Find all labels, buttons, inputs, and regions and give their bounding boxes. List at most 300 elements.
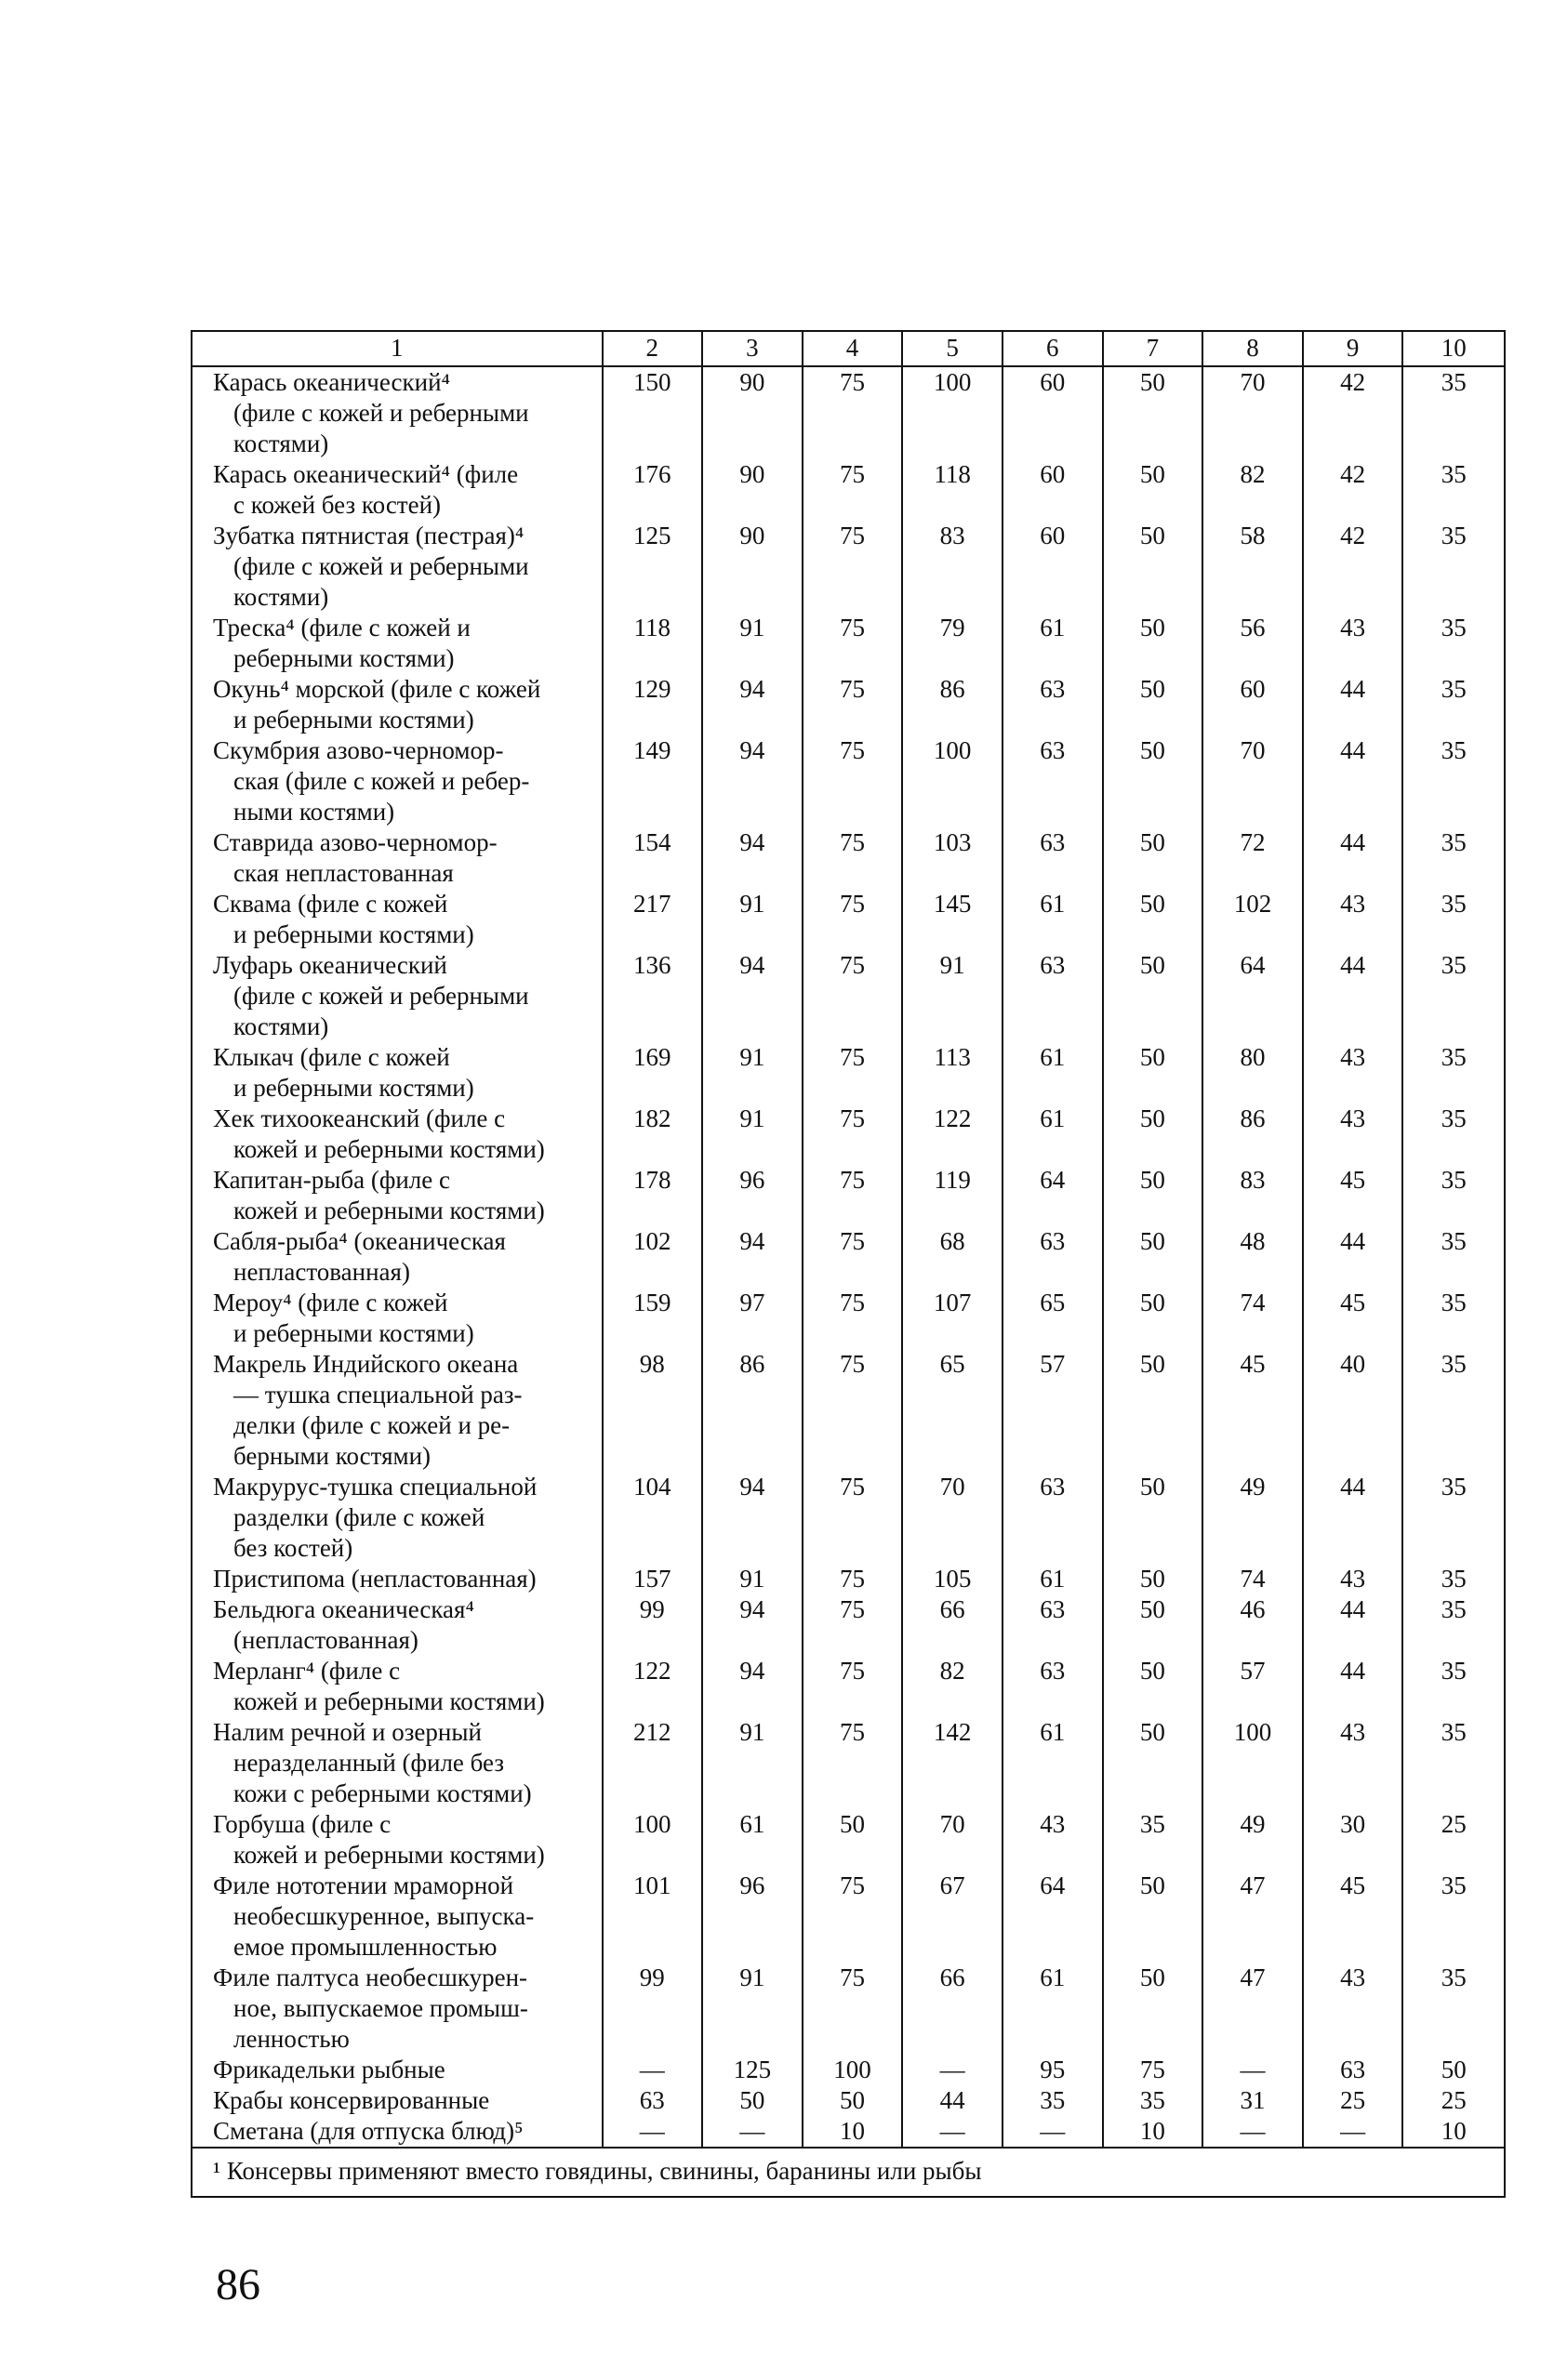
value-cell: 10 — [1402, 2116, 1505, 2148]
value-cell: 35 — [1402, 1963, 1505, 2055]
column-header: 1 — [192, 331, 603, 366]
product-name-cell — [192, 521, 603, 613]
product-name-line: непластованная) — [233, 1258, 410, 1286]
value-cell: 35 — [1402, 674, 1505, 735]
value-cell: 50 — [1103, 1104, 1203, 1165]
product-name-cell — [192, 1564, 603, 1594]
value-cell: 60 — [1003, 366, 1103, 459]
value-cell: 75 — [803, 613, 903, 674]
product-name-line: Фрикадельки рыбные — [213, 2056, 445, 2083]
table-row — [192, 2055, 1505, 2085]
table-footer — [192, 2148, 1505, 2197]
value-cell: 91 — [702, 1042, 803, 1104]
value-cell: 35 — [1402, 366, 1505, 459]
product-name-line: Карась океанический⁴ (филе — [213, 460, 519, 488]
value-cell: 75 — [803, 1656, 903, 1717]
product-name-line: Луфарь океанический — [213, 951, 447, 979]
value-cell: 66 — [902, 1963, 1003, 2055]
table-row — [192, 459, 1505, 521]
product-name-cell — [192, 950, 603, 1042]
value-cell: 47 — [1202, 1871, 1303, 1963]
value-cell: 72 — [1202, 827, 1303, 889]
product-name-line: Горбуша (филе с — [213, 1810, 392, 1838]
table-row — [192, 1809, 1505, 1871]
value-cell: 75 — [803, 366, 903, 459]
table-row — [192, 1165, 1505, 1226]
product-name-cell — [192, 889, 603, 950]
value-cell: 91 — [702, 613, 803, 674]
value-cell: 75 — [803, 1288, 903, 1349]
value-cell: 61 — [702, 1809, 803, 1871]
value-cell: 48 — [1202, 1226, 1303, 1288]
table-body — [192, 366, 1505, 2148]
product-name-line: неразделанный (филе без — [233, 1749, 505, 1777]
value-cell: 50 — [1103, 1656, 1203, 1717]
value-cell: 66 — [902, 1594, 1003, 1656]
value-cell: 50 — [1103, 521, 1203, 613]
value-cell: 44 — [1303, 1226, 1403, 1288]
table-row — [192, 2085, 1505, 2116]
value-cell: 91 — [702, 1717, 803, 1809]
product-name-line: Филе палтуса необесшкурен- — [213, 1964, 528, 1991]
value-cell: 44 — [1303, 735, 1403, 827]
value-cell: 96 — [702, 1165, 803, 1226]
value-cell: — — [1202, 2055, 1303, 2085]
value-cell: 43 — [1003, 1809, 1103, 1871]
column-header: 4 — [803, 331, 903, 366]
value-cell: 75 — [803, 1472, 903, 1564]
value-cell: 60 — [1202, 674, 1303, 735]
value-cell: 50 — [1103, 366, 1203, 459]
value-cell: 50 — [1103, 1349, 1203, 1472]
value-cell: 40 — [1303, 1349, 1403, 1472]
value-cell: 94 — [702, 950, 803, 1042]
product-name-line: костями) — [233, 430, 329, 457]
value-cell: 63 — [1303, 2055, 1403, 2085]
value-cell: 50 — [803, 1809, 903, 1871]
value-cell: 63 — [1003, 827, 1103, 889]
value-cell: 50 — [1103, 1594, 1203, 1656]
product-name-line: Макрель Индийского океана — [213, 1350, 519, 1378]
value-cell: 61 — [1003, 1717, 1103, 1809]
product-name-line: костями) — [233, 583, 329, 611]
product-name-cell — [192, 735, 603, 827]
value-cell: 75 — [803, 1226, 903, 1288]
value-cell: 50 — [1103, 950, 1203, 1042]
column-header: 7 — [1103, 331, 1203, 366]
product-name-line: — тушка специальной раз- — [233, 1381, 523, 1408]
value-cell: 42 — [1303, 366, 1403, 459]
value-cell: 61 — [1003, 889, 1103, 950]
value-cell: 35 — [1402, 950, 1505, 1042]
value-cell: 42 — [1303, 521, 1403, 613]
product-name-line: Макрурус-тушка специальной — [213, 1473, 538, 1501]
product-name-line: (филе с кожей и реберными — [233, 552, 529, 580]
product-name-line: Сабля-рыба⁴ (океаническая — [213, 1227, 506, 1255]
value-cell: 63 — [603, 2085, 703, 2116]
value-cell: 50 — [1103, 1288, 1203, 1349]
product-name-line: и реберными костями) — [233, 1319, 474, 1347]
table-row — [192, 950, 1505, 1042]
column-header: 10 — [1402, 331, 1505, 366]
product-name-line: Сквама (филе с кожей — [213, 890, 448, 918]
table-row — [192, 1288, 1505, 1349]
value-cell: 44 — [1303, 674, 1403, 735]
value-cell: 67 — [902, 1871, 1003, 1963]
product-name-line: кожей и реберными костями) — [233, 1687, 545, 1715]
product-name-line: с кожей без костей) — [233, 491, 442, 519]
value-cell: 63 — [1003, 735, 1103, 827]
value-cell: 50 — [1103, 674, 1203, 735]
column-header: 2 — [603, 331, 703, 366]
value-cell: 61 — [1003, 1564, 1103, 1594]
value-cell: 35 — [1402, 827, 1505, 889]
value-cell: 83 — [902, 521, 1003, 613]
product-name-cell — [192, 674, 603, 735]
value-cell: 49 — [1202, 1809, 1303, 1871]
value-cell: 43 — [1303, 1042, 1403, 1104]
value-cell: 75 — [803, 1165, 903, 1226]
column-header: 8 — [1202, 331, 1303, 366]
table-row — [192, 2116, 1505, 2148]
product-name-line: Налим речной и озерный — [213, 1718, 482, 1746]
value-cell: 107 — [902, 1288, 1003, 1349]
value-cell: 35 — [1402, 1871, 1505, 1963]
value-cell: 60 — [1003, 521, 1103, 613]
value-cell: 75 — [803, 1104, 903, 1165]
value-cell: 45 — [1303, 1165, 1403, 1226]
product-name-cell — [192, 1472, 603, 1564]
table-header — [192, 331, 1505, 366]
product-name-line: разделки (филе с кожей — [233, 1503, 485, 1531]
product-name-cell — [192, 1165, 603, 1226]
value-cell: 43 — [1303, 613, 1403, 674]
table-row — [192, 1963, 1505, 2055]
value-cell: 94 — [702, 1594, 803, 1656]
product-name-cell — [192, 613, 603, 674]
value-cell: 70 — [1202, 366, 1303, 459]
product-name-line: Зубатка пятнистая (пестрая)⁴ — [213, 522, 525, 549]
value-cell: 64 — [1202, 950, 1303, 1042]
value-cell: — — [603, 2055, 703, 2085]
value-cell: 80 — [1202, 1042, 1303, 1104]
value-cell: 10 — [803, 2116, 903, 2148]
value-cell: — — [1003, 2116, 1103, 2148]
product-name-line: Клыкач (филе с кожей — [213, 1043, 450, 1071]
product-name-line: Мерланг⁴ (филе с — [213, 1657, 401, 1685]
table-row — [192, 674, 1505, 735]
value-cell: 63 — [1003, 1472, 1103, 1564]
column-header: 3 — [702, 331, 803, 366]
value-cell: 99 — [603, 1963, 703, 2055]
value-cell: 75 — [803, 1594, 903, 1656]
value-cell: 50 — [1103, 1871, 1203, 1963]
value-cell: 35 — [1402, 889, 1505, 950]
value-cell: 50 — [1103, 889, 1203, 950]
value-cell: 50 — [1103, 613, 1203, 674]
value-cell: — — [902, 2055, 1003, 2085]
value-cell: 91 — [702, 1963, 803, 2055]
value-cell: 65 — [1003, 1288, 1103, 1349]
value-cell: 100 — [1202, 1717, 1303, 1809]
product-name-cell — [192, 2085, 603, 2116]
page-number: 86 — [216, 2260, 260, 2309]
value-cell: 103 — [902, 827, 1003, 889]
value-cell: 136 — [603, 950, 703, 1042]
product-name-cell — [192, 1809, 603, 1871]
value-cell: 154 — [603, 827, 703, 889]
value-cell: 50 — [1103, 1042, 1203, 1104]
value-cell: 75 — [803, 735, 903, 827]
value-cell: 45 — [1303, 1288, 1403, 1349]
value-cell: 75 — [803, 950, 903, 1042]
value-cell: 105 — [902, 1564, 1003, 1594]
value-cell: 75 — [803, 1871, 903, 1963]
value-cell: 25 — [1402, 1809, 1505, 1871]
value-cell: 97 — [702, 1288, 803, 1349]
product-name-cell — [192, 1871, 603, 1963]
value-cell: 118 — [603, 613, 703, 674]
value-cell: 91 — [702, 1564, 803, 1594]
value-cell: 74 — [1202, 1288, 1303, 1349]
product-name-line: ская (филе с кожей и ребер- — [233, 767, 530, 795]
value-cell: 82 — [1202, 459, 1303, 521]
product-name-line: (непластованная) — [233, 1626, 418, 1654]
value-cell: 35 — [1402, 613, 1505, 674]
value-cell: 58 — [1202, 521, 1303, 613]
value-cell: 75 — [803, 1564, 903, 1594]
product-name-line: ленностью — [233, 2025, 350, 2053]
value-cell: 60 — [1003, 459, 1103, 521]
value-cell: 75 — [803, 827, 903, 889]
value-cell: 86 — [1202, 1104, 1303, 1165]
value-cell: 31 — [1202, 2085, 1303, 2116]
value-cell: 44 — [1303, 1472, 1403, 1564]
value-cell: 35 — [1402, 1104, 1505, 1165]
product-name-cell — [192, 1594, 603, 1656]
value-cell: 178 — [603, 1165, 703, 1226]
value-cell: 94 — [702, 735, 803, 827]
table-row — [192, 1349, 1505, 1472]
product-name-line: Бельдюга океаническая⁴ — [213, 1595, 474, 1623]
value-cell: — — [702, 2116, 803, 2148]
value-cell: 35 — [1402, 1042, 1505, 1104]
value-cell: 70 — [902, 1809, 1003, 1871]
value-cell: 42 — [1303, 459, 1403, 521]
product-name-line: Ставрида азово-черномор- — [213, 828, 498, 856]
value-cell: 129 — [603, 674, 703, 735]
product-name-cell — [192, 1104, 603, 1165]
value-cell: 50 — [1103, 1717, 1203, 1809]
value-cell: 35 — [1402, 1288, 1505, 1349]
value-cell: 99 — [603, 1594, 703, 1656]
value-cell: 65 — [902, 1349, 1003, 1472]
value-cell: 63 — [1003, 674, 1103, 735]
value-cell: 61 — [1003, 1104, 1103, 1165]
value-cell: 50 — [1103, 1472, 1203, 1564]
column-header: 9 — [1303, 331, 1403, 366]
value-cell: 100 — [803, 2055, 903, 2085]
product-name-line: и реберными костями) — [233, 1074, 474, 1102]
value-cell: 150 — [603, 366, 703, 459]
product-name-cell — [192, 2116, 603, 2148]
value-cell: 61 — [1003, 1042, 1103, 1104]
product-name-line: костями) — [233, 1012, 329, 1040]
table-row — [192, 1042, 1505, 1104]
value-cell: 57 — [1202, 1656, 1303, 1717]
value-cell: 101 — [603, 1871, 703, 1963]
table-row — [192, 1472, 1505, 1564]
product-name-line: Крабы консервированные — [213, 2086, 490, 2114]
value-cell: 50 — [1103, 459, 1203, 521]
product-name-line: и реберными костями) — [233, 706, 474, 734]
value-cell: 75 — [803, 674, 903, 735]
product-name-cell — [192, 2055, 603, 2085]
value-cell: 50 — [1402, 2055, 1505, 2085]
value-cell: 43 — [1303, 1564, 1403, 1594]
value-cell: 50 — [1103, 1226, 1203, 1288]
value-cell: 86 — [902, 674, 1003, 735]
value-cell: 157 — [603, 1564, 703, 1594]
table-row — [192, 735, 1505, 827]
column-header: 6 — [1003, 331, 1103, 366]
value-cell: 70 — [902, 1472, 1003, 1564]
value-cell: — — [1303, 2116, 1403, 2148]
value-cell: 94 — [702, 1472, 803, 1564]
value-cell: 45 — [1202, 1349, 1303, 1472]
value-cell: 63 — [1003, 950, 1103, 1042]
value-cell: 49 — [1202, 1472, 1303, 1564]
value-cell: 119 — [902, 1165, 1003, 1226]
value-cell: 217 — [603, 889, 703, 950]
value-cell: 94 — [702, 674, 803, 735]
value-cell: 44 — [902, 2085, 1003, 2116]
value-cell: 35 — [1402, 1717, 1505, 1809]
value-cell: 75 — [803, 1349, 903, 1472]
product-name-cell — [192, 1226, 603, 1288]
value-cell: 68 — [902, 1226, 1003, 1288]
product-name-cell — [192, 1349, 603, 1472]
value-cell: 212 — [603, 1717, 703, 1809]
value-cell: 63 — [1003, 1594, 1103, 1656]
value-cell: 35 — [1402, 459, 1505, 521]
value-cell: 75 — [1103, 2055, 1203, 2085]
value-cell: 44 — [1303, 950, 1403, 1042]
table-row — [192, 1717, 1505, 1809]
product-name-line: ская непластованная — [233, 859, 454, 887]
value-cell: 35 — [1402, 1165, 1505, 1226]
value-cell: 35 — [1103, 2085, 1203, 2116]
value-cell: 25 — [1303, 2085, 1403, 2116]
value-cell: 86 — [702, 1349, 803, 1472]
value-cell: 83 — [1202, 1165, 1303, 1226]
value-cell: 122 — [603, 1656, 703, 1717]
product-name-cell — [192, 1288, 603, 1349]
value-cell: 125 — [603, 521, 703, 613]
product-name-line: необесшкуренное, выпуска- — [233, 1902, 535, 1930]
value-cell: 75 — [803, 889, 903, 950]
value-cell: 50 — [1103, 1963, 1203, 2055]
value-cell: 63 — [1003, 1226, 1103, 1288]
value-cell: 79 — [902, 613, 1003, 674]
footnote: ¹ Консервы применяют вместо говядины, свинины, баранины или рыбы — [192, 2148, 1505, 2197]
value-cell: 35 — [1103, 1809, 1203, 1871]
value-cell: 142 — [902, 1717, 1003, 1809]
product-name-line: без костей) — [233, 1534, 353, 1562]
value-cell: 50 — [1103, 1564, 1203, 1594]
value-cell: 94 — [702, 1656, 803, 1717]
product-name-line: Карась океанический⁴ — [213, 368, 450, 396]
value-cell: 44 — [1303, 1594, 1403, 1656]
value-cell: 96 — [702, 1871, 803, 1963]
value-cell: 182 — [603, 1104, 703, 1165]
product-name-line: кожей и реберными костями) — [233, 1841, 545, 1869]
value-cell: 100 — [902, 366, 1003, 459]
value-cell: 35 — [1003, 2085, 1103, 2116]
value-cell: 91 — [702, 1104, 803, 1165]
table-row — [192, 1871, 1505, 1963]
value-cell: 169 — [603, 1042, 703, 1104]
value-cell: 100 — [902, 735, 1003, 827]
product-name-line: кожи с реберными костями) — [233, 1779, 532, 1807]
product-name-cell — [192, 1717, 603, 1809]
value-cell: 56 — [1202, 613, 1303, 674]
product-name-cell — [192, 1963, 603, 2055]
value-cell: — — [603, 2116, 703, 2148]
table-row — [192, 366, 1505, 459]
value-cell: 46 — [1202, 1594, 1303, 1656]
value-cell: 45 — [1303, 1871, 1403, 1963]
value-cell: 159 — [603, 1288, 703, 1349]
value-cell: 35 — [1402, 1564, 1505, 1594]
value-cell: 30 — [1303, 1809, 1403, 1871]
value-cell: 125 — [702, 2055, 803, 2085]
product-name-line: Сметана (для отпуска блюд)⁵ — [213, 2117, 524, 2145]
value-cell: 35 — [1402, 1349, 1505, 1472]
product-name-line: Пристипома (непластованная) — [213, 1565, 537, 1593]
value-cell: 102 — [1202, 889, 1303, 950]
value-cell: 90 — [702, 459, 803, 521]
value-cell: 43 — [1303, 1963, 1403, 2055]
product-name-line: кожей и реберными костями) — [233, 1197, 545, 1224]
product-name-line: Капитан-рыба (филе с — [213, 1166, 450, 1194]
product-name-line: (филе с кожей и реберными — [233, 399, 529, 427]
product-name-line: кожей и реберными костями) — [233, 1135, 545, 1163]
value-cell: 44 — [1303, 1656, 1403, 1717]
product-name-line: Окунь⁴ морской (филе с кожей — [213, 675, 541, 703]
value-cell: 149 — [603, 735, 703, 827]
value-cell: 90 — [702, 521, 803, 613]
value-cell: 35 — [1402, 1226, 1505, 1288]
value-cell: 50 — [702, 2085, 803, 2116]
value-cell: 43 — [1303, 889, 1403, 950]
product-name-cell — [192, 366, 603, 459]
value-cell: 50 — [1103, 735, 1203, 827]
product-name-line: ное, выпускаемое промыш- — [233, 1994, 528, 2022]
value-cell: — — [902, 2116, 1003, 2148]
product-name-cell — [192, 459, 603, 521]
product-name-line: Филе нототении мраморной — [213, 1871, 514, 1899]
value-cell: 35 — [1402, 1472, 1505, 1564]
value-cell: 61 — [1003, 613, 1103, 674]
value-cell: 75 — [803, 1717, 903, 1809]
table-row — [192, 1594, 1505, 1656]
product-name-line: Скумбрия азово-черномор- — [213, 736, 504, 764]
product-name-cell — [192, 1042, 603, 1104]
value-cell: 35 — [1402, 521, 1505, 613]
value-cell: 94 — [702, 827, 803, 889]
value-cell: 90 — [702, 366, 803, 459]
